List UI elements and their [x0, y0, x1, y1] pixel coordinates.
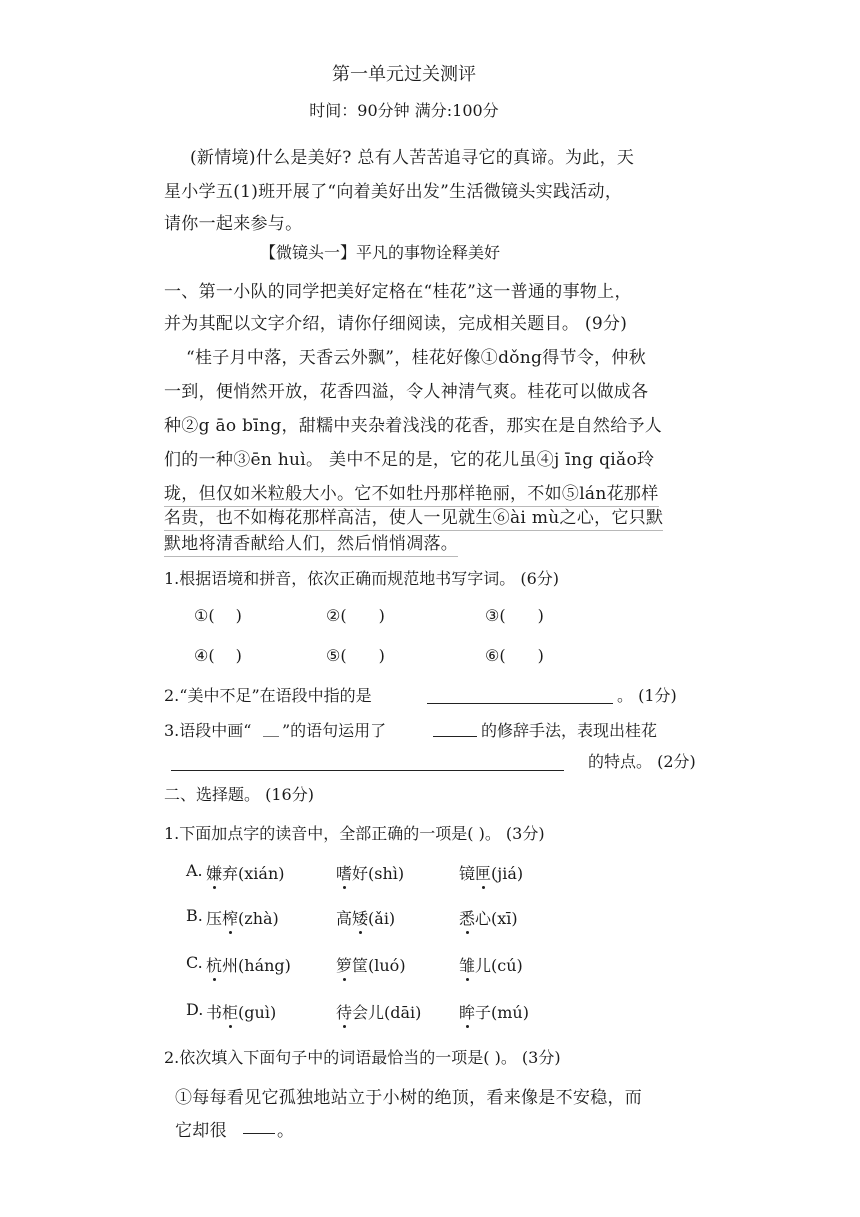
option-letter[interactable]: A.	[186, 861, 203, 880]
part2-question-2: 2.依次填入下面句子中的词语最恰当的一项是( )。 (3分)	[164, 1048, 561, 1067]
intro-line-3: 请你一起来参与。	[164, 214, 303, 234]
option-letter[interactable]: D.	[186, 1000, 204, 1019]
option-word: 嫌弃(xián)	[206, 864, 285, 883]
passage-line-7: 默地将清香献给人们，然后悄悄凋落。	[164, 529, 458, 557]
answer-blank-q2[interactable]	[427, 703, 613, 704]
option-word: 雏儿(cú)	[459, 956, 523, 975]
answer-slot-6[interactable]: ⑥( )	[485, 646, 544, 665]
dotted-character: 杭	[206, 956, 223, 975]
option-word: 箩筐(luó)	[336, 956, 406, 975]
part1-heading-line-2: 并为其配以文字介绍，请你仔细阅读，完成相关题目。 (9分)	[164, 314, 628, 334]
option-word: 高矮(ǎi)	[336, 909, 396, 928]
answer-slot-5[interactable]: ⑤( )	[326, 646, 385, 665]
answer-slot-3[interactable]: ③( )	[485, 606, 544, 625]
passage-line-3: 种②g āo bīng，甜糯中夹杂着浅浅的花香，那实在是自然给予人	[164, 416, 663, 436]
answer-slot-2[interactable]: ②( )	[326, 606, 385, 625]
part2-question-1: 1.下面加点字的读音中，全部正确的一项是( )。 (3分)	[164, 824, 545, 843]
part1-question-2: 2.“美中不足”在语段中指的是	[164, 686, 372, 705]
intro-line-1: (新情境)什么是美好? 总有人苦苦追寻它的真谛。为此，天	[190, 148, 635, 168]
question-3-mark: __	[263, 718, 279, 737]
option-word: 眸子(mú)	[459, 1003, 529, 1022]
dotted-character: 待	[336, 1003, 353, 1022]
question-3-line1-suffix: 的修辞手法，表现出桂花	[481, 721, 658, 740]
dotted-character: 矮	[352, 909, 369, 928]
answer-slot-1[interactable]: ①( )	[194, 606, 242, 625]
answer-blank-q3-rhetoric[interactable]	[433, 736, 477, 737]
passage-line-6: 名贵，也不如梅花那样高洁，使人一见就生⑥ài mù之心，它只默	[164, 503, 663, 531]
question-3-mid: ”的语句运用了	[282, 721, 387, 740]
option-word: 压榨(zhà)	[206, 909, 279, 928]
dotted-character: 悉	[459, 909, 476, 928]
passage-line-1: “桂子月中落，天香云外飘”，桂花好像①dǒng得节令，仲秋	[186, 348, 647, 368]
sentence-1-line-2-suffix: 。	[277, 1121, 295, 1141]
answer-blank-sentence-1[interactable]	[243, 1133, 275, 1134]
option-letter[interactable]: B.	[186, 906, 203, 925]
dotted-character: 雏	[459, 956, 476, 975]
part2-heading: 二、选择题。 (16分)	[164, 785, 314, 804]
intro-line-2: 星小学五(1)班开展了“向着美好出发”生活微镜头实践活动，	[164, 182, 623, 202]
exam-info: 时间：90分钟 满分:100分	[309, 101, 499, 120]
sentence-1-line-2-prefix: 它却很	[175, 1121, 227, 1141]
dotted-character: 嗜	[336, 864, 353, 883]
section-heading: 【微镜头一】平凡的事物诠释美好	[259, 243, 500, 262]
option-letter[interactable]: C.	[186, 953, 203, 972]
option-word: 待会儿(dāi)	[336, 1003, 422, 1022]
dotted-character: 嫌	[206, 864, 223, 883]
answer-slot-4[interactable]: ④( )	[194, 646, 242, 665]
question-3-line2-suffix: 的特点。 (2分)	[588, 752, 696, 771]
option-word: 杭州(háng)	[206, 956, 291, 975]
dotted-character: 匣	[475, 864, 492, 883]
passage-line-5: 珑，但仅如米粒般大小。它不如牡丹那样艳丽，不如⑤lán花那样	[164, 479, 659, 507]
option-word: 悉心(xī)	[459, 909, 518, 928]
part1-heading-line-1: 一、第一小队的同学把美好定格在“桂花”这一普通的事物上，	[164, 282, 632, 302]
option-word: 嗜好(shì)	[336, 864, 405, 883]
option-word: 书柜(guì)	[206, 1003, 277, 1022]
dotted-character: 箩	[336, 956, 353, 975]
passage-line-2: 一到，便悄然开放，花香四溢，令人神清气爽。桂花可以做成各	[164, 382, 649, 402]
part1-question-1: 1.根据语境和拼音，依次正确而规范地书写字词。 (6分)	[164, 569, 560, 588]
question-2-suffix: 。 (1分)	[617, 686, 677, 705]
answer-blank-q3-feature[interactable]	[171, 770, 564, 771]
dotted-character: 榨	[222, 909, 239, 928]
passage-line-4: 们的一种③ēn huì。 美中不足的是，它的花儿虽④j īng qiǎo玲	[164, 450, 655, 470]
part1-question-3-prefix: 3.语段中画“	[164, 721, 252, 740]
dotted-character: 眸	[459, 1003, 476, 1022]
option-word: 镜匣(jiá)	[459, 864, 524, 883]
sentence-1-line-1: ①每每看见它孤独地站立于小树的绝顶，看来像是不安稳，而	[175, 1088, 643, 1108]
dotted-character: 柜	[222, 1003, 239, 1022]
page-title: 第一单元过关测评	[332, 64, 476, 85]
